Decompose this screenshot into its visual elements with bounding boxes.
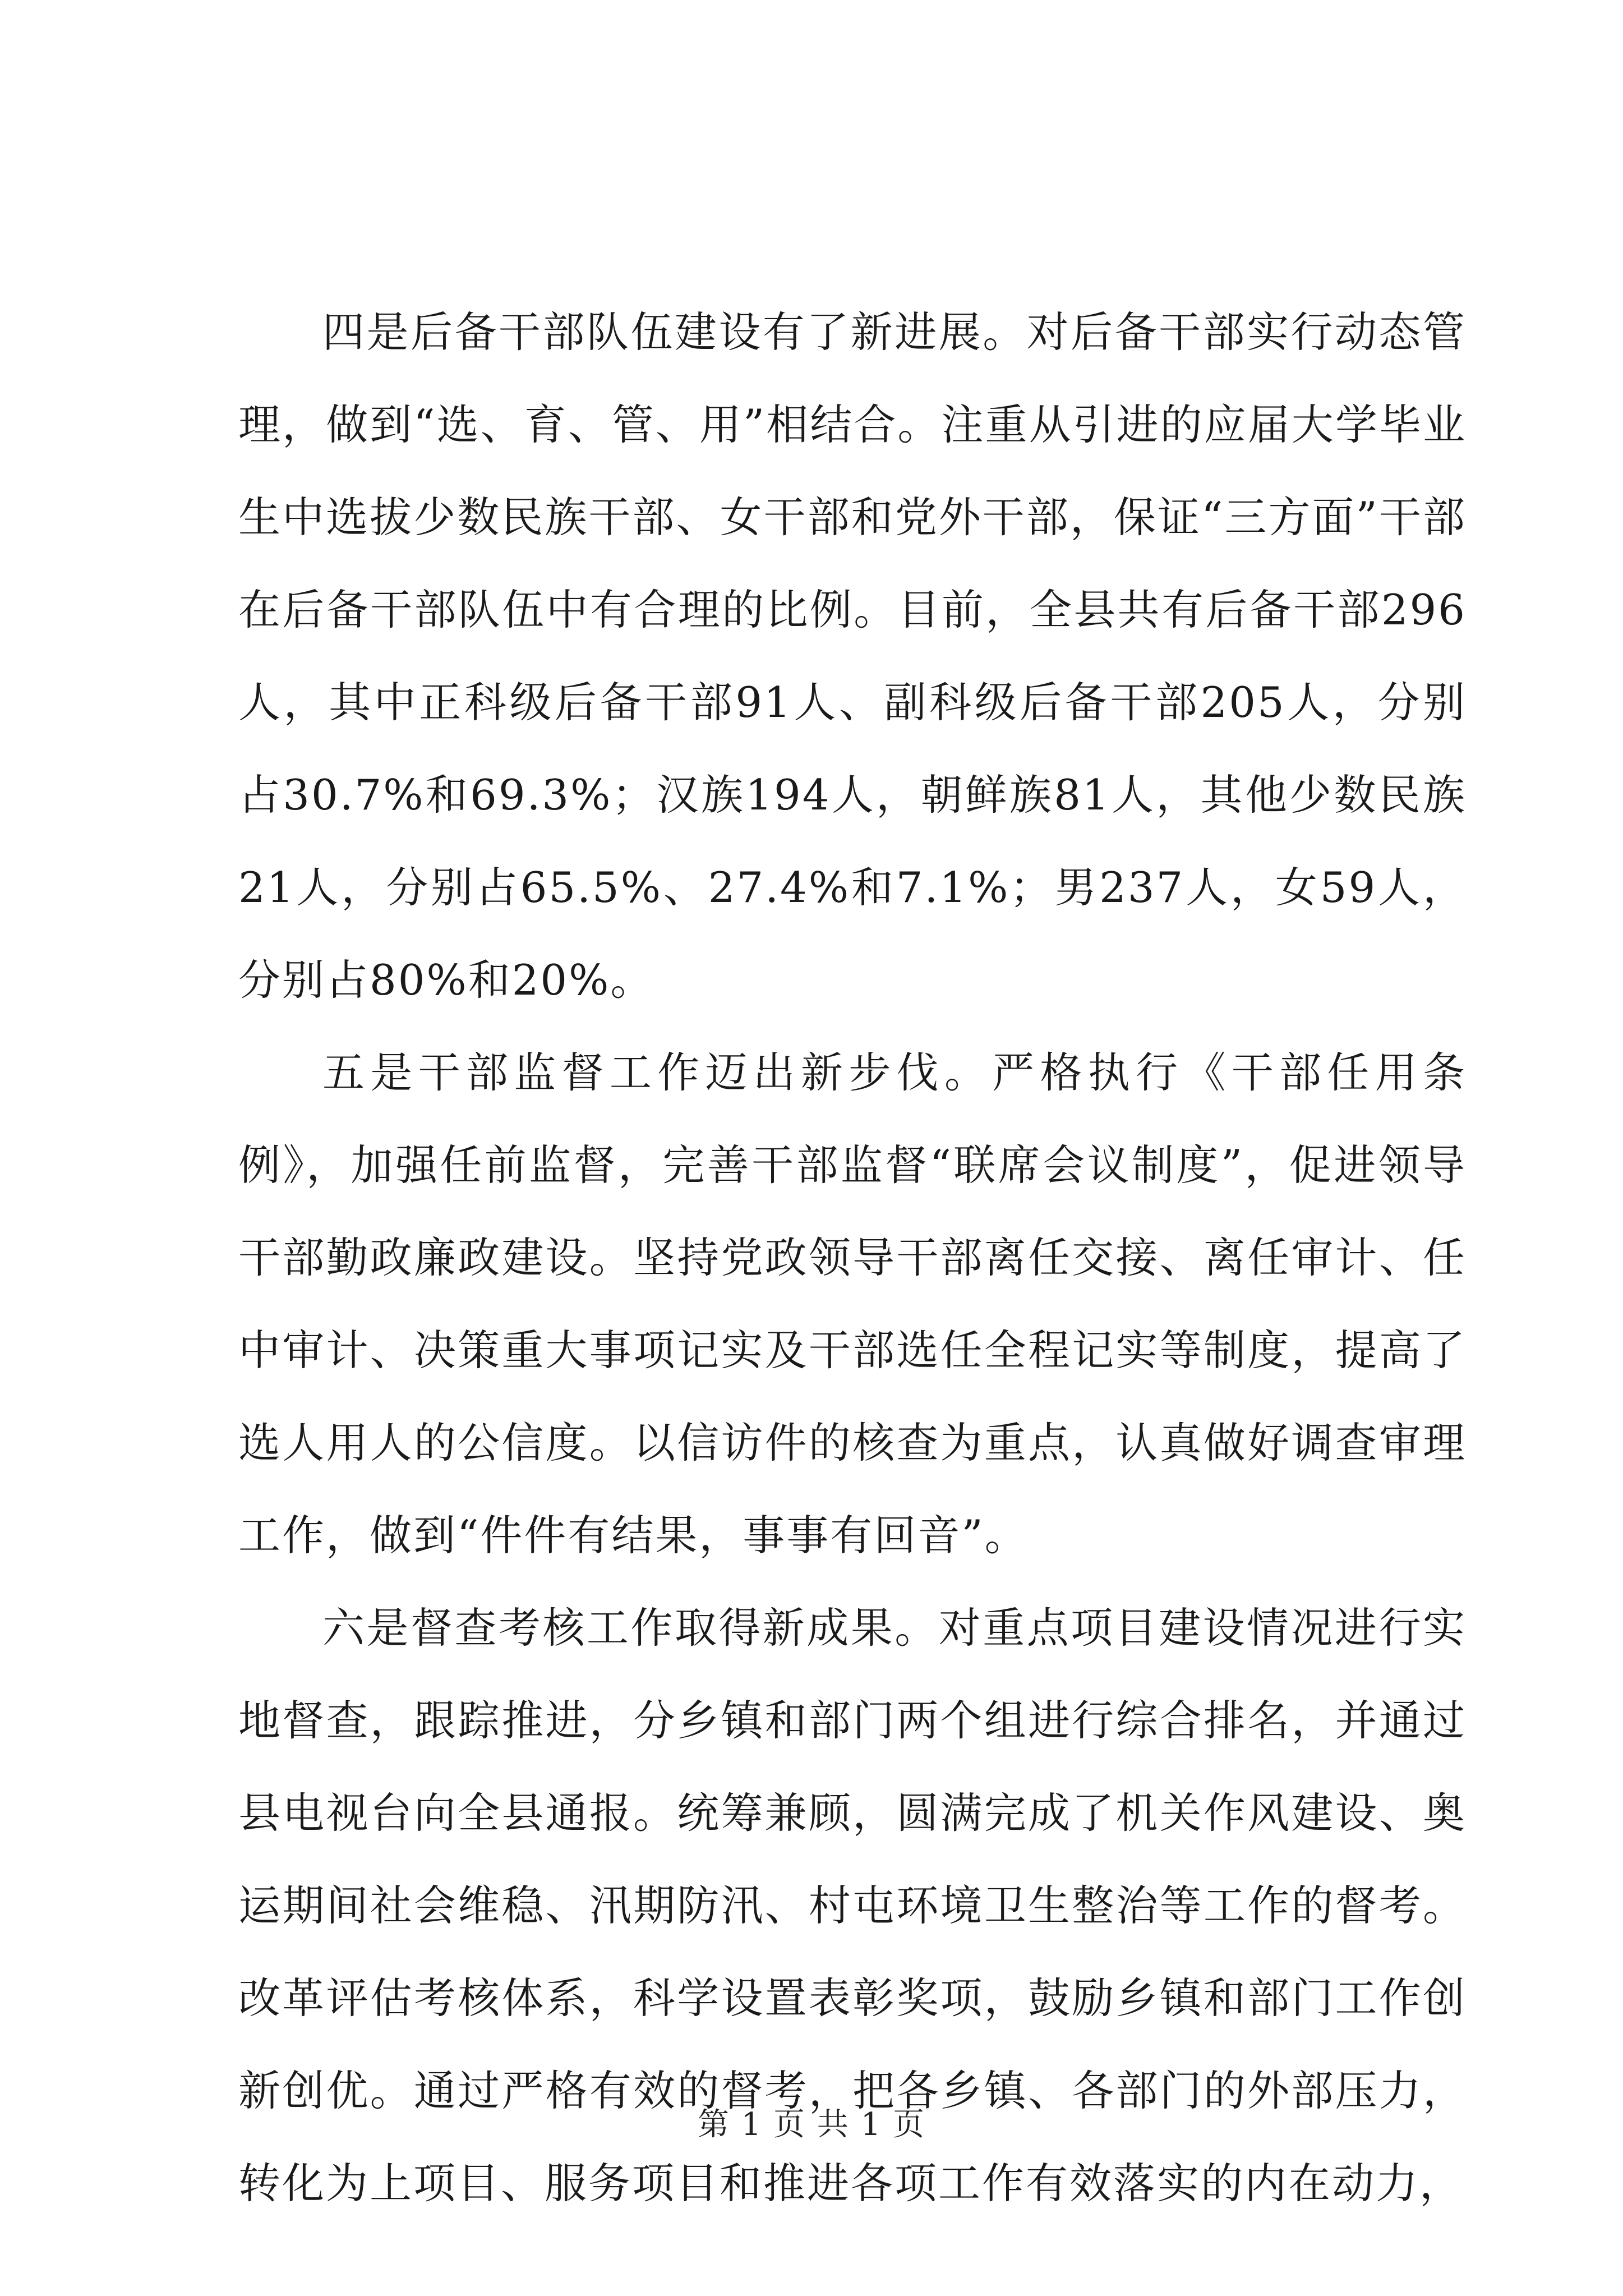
paragraph-reserve-cadres: 四是后备干部队伍建设有了新进展。对后备干部实行动态管理，做到“选、育、管、用”相结合。注重从引进的应届大学毕业生中选拔少数民族干部、女干部和党外干部，保证“三方面”干部在后备干部队伍中有合理的比例。目前，全县共有后备干部296人，其中正科级后备干部91人、副科级后备干部205人，分别占30.7%和69.3%；汉族194人，朝鲜族81人，其他少数民族21人，分别占65.5%、27.4%和7.1%；男237人，女59人，分别占80%和20%。 xyxy=(238,307,1467,1005)
page-footer: 第 1 页 共 1 页 xyxy=(697,2106,926,2143)
paragraph-inspection-assessment: 六是督查考核工作取得新成果。对重点项目建设情况进行实地督查，跟踪推进，分乡镇和部门两个组进行综合排名，并通过县电视台向全县通报。统筹兼顾，圆满完成了机关作风建设、奥运期间社会维稳、汛期防汛、村屯环境卫生整治等工作的督考。改革评估考核体系，科学设置表彰奖项，鼓励乡镇和部门工作创新创优。通过严格有效的督考，把各乡镇、各部门的外部压力，转化为上项目、服务项目和推进各项工作有效落实的内在动力， xyxy=(238,1603,1467,2208)
paragraph-cadre-supervision: 五是干部监督工作迈出新步伐。严格执行《干部任用条例》，加强任前监督，完善干部监督“联席会议制度”，促进领导干部勤政廉政建设。坚持党政领导干部离任交接、离任审计、任中审计、决策重大事项记实及干部选任全程记实等制度，提高了选人用人的公信度。以信访件的核查为重点，认真做好调查审理工作，做到“件件有结果，事事有回音”。 xyxy=(238,1048,1467,1560)
document-body xyxy=(238,286,1467,2230)
